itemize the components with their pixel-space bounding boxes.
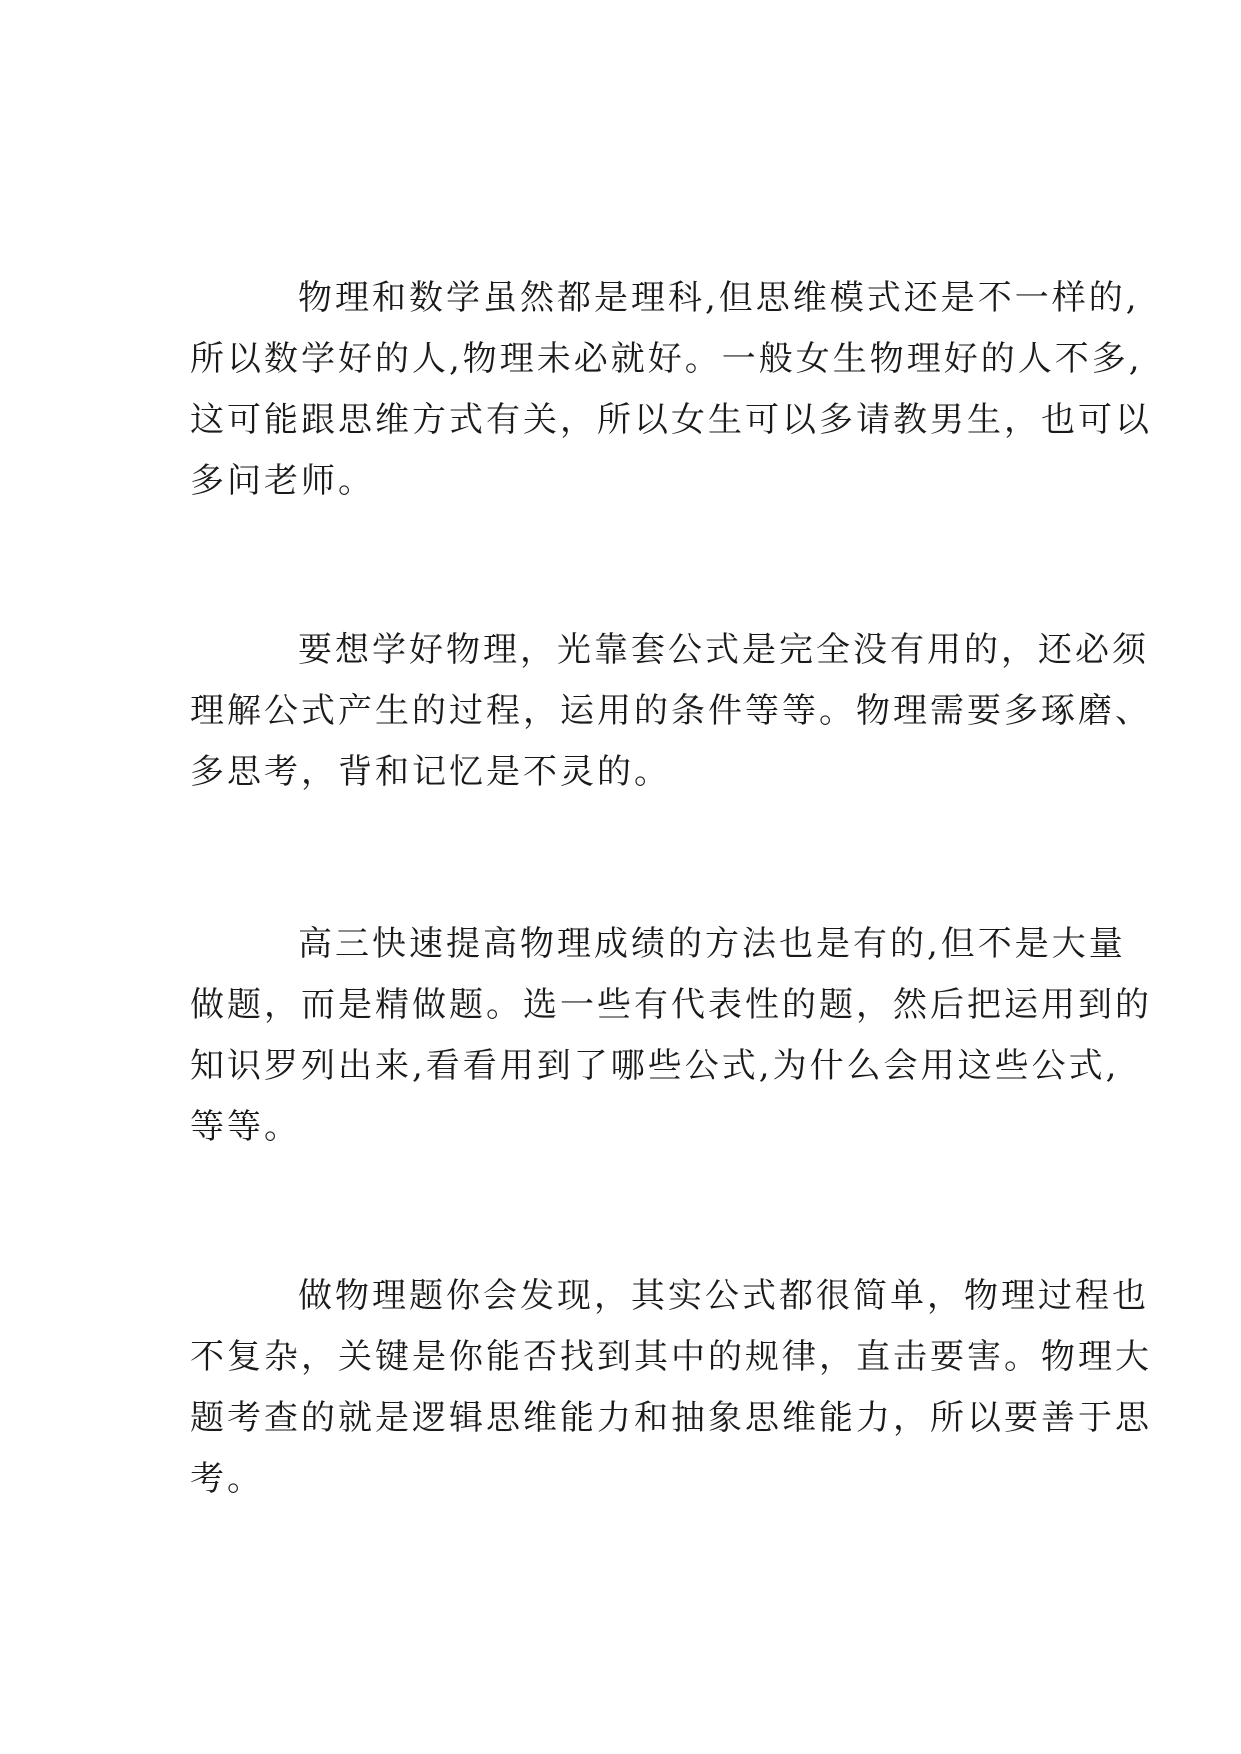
paragraph-line: 这可能跟思维方式有关，所以女生可以多请教男生，也可以 bbox=[190, 400, 1152, 440]
paragraph-line: 物理和数学虽然都是理科,但思维模式还是不一样的, bbox=[298, 278, 1140, 318]
paragraph-4 bbox=[190, 1266, 1152, 1510]
paragraph-line: 要想学好物理，光靠套公式是完全没有用的，还必须 bbox=[298, 630, 1149, 670]
paragraph-1 bbox=[190, 268, 1152, 512]
paragraph-3 bbox=[190, 914, 1152, 1158]
paragraph-line: 等等。 bbox=[190, 1107, 301, 1147]
paragraph-line: 所以数学好的人,物理未必就好。一般女生物理好的人不多, bbox=[190, 339, 1143, 379]
paragraph-line: 考。 bbox=[190, 1459, 264, 1499]
paragraph-line: 知识罗列出来,看看用到了哪些公式,为什么会用这些公式, bbox=[190, 1046, 1120, 1086]
paragraph-line: 理解公式产生的过程，运用的条件等等。物理需要多琢磨、 bbox=[190, 691, 1152, 731]
paragraph-2 bbox=[190, 620, 1152, 803]
paragraph-line: 不复杂，关键是你能否找到其中的规律，直击要害。物理大 bbox=[190, 1337, 1152, 1377]
paragraph-line: 多思考，背和记忆是不灵的。 bbox=[190, 752, 671, 792]
paragraph-line: 多问老师。 bbox=[190, 461, 375, 501]
paragraph-line: 题考查的就是逻辑思维能力和抽象思维能力，所以要善于思 bbox=[190, 1398, 1152, 1438]
paragraph-line: 做物理题你会发现，其实公式都很简单，物理过程也 bbox=[298, 1276, 1149, 1316]
paragraph-line: 高三快速提高物理成绩的方法也是有的,但不是大量 bbox=[298, 924, 1126, 964]
paragraph-line: 做题，而是精做题。选一些有代表性的题，然后把运用到的 bbox=[190, 985, 1152, 1025]
